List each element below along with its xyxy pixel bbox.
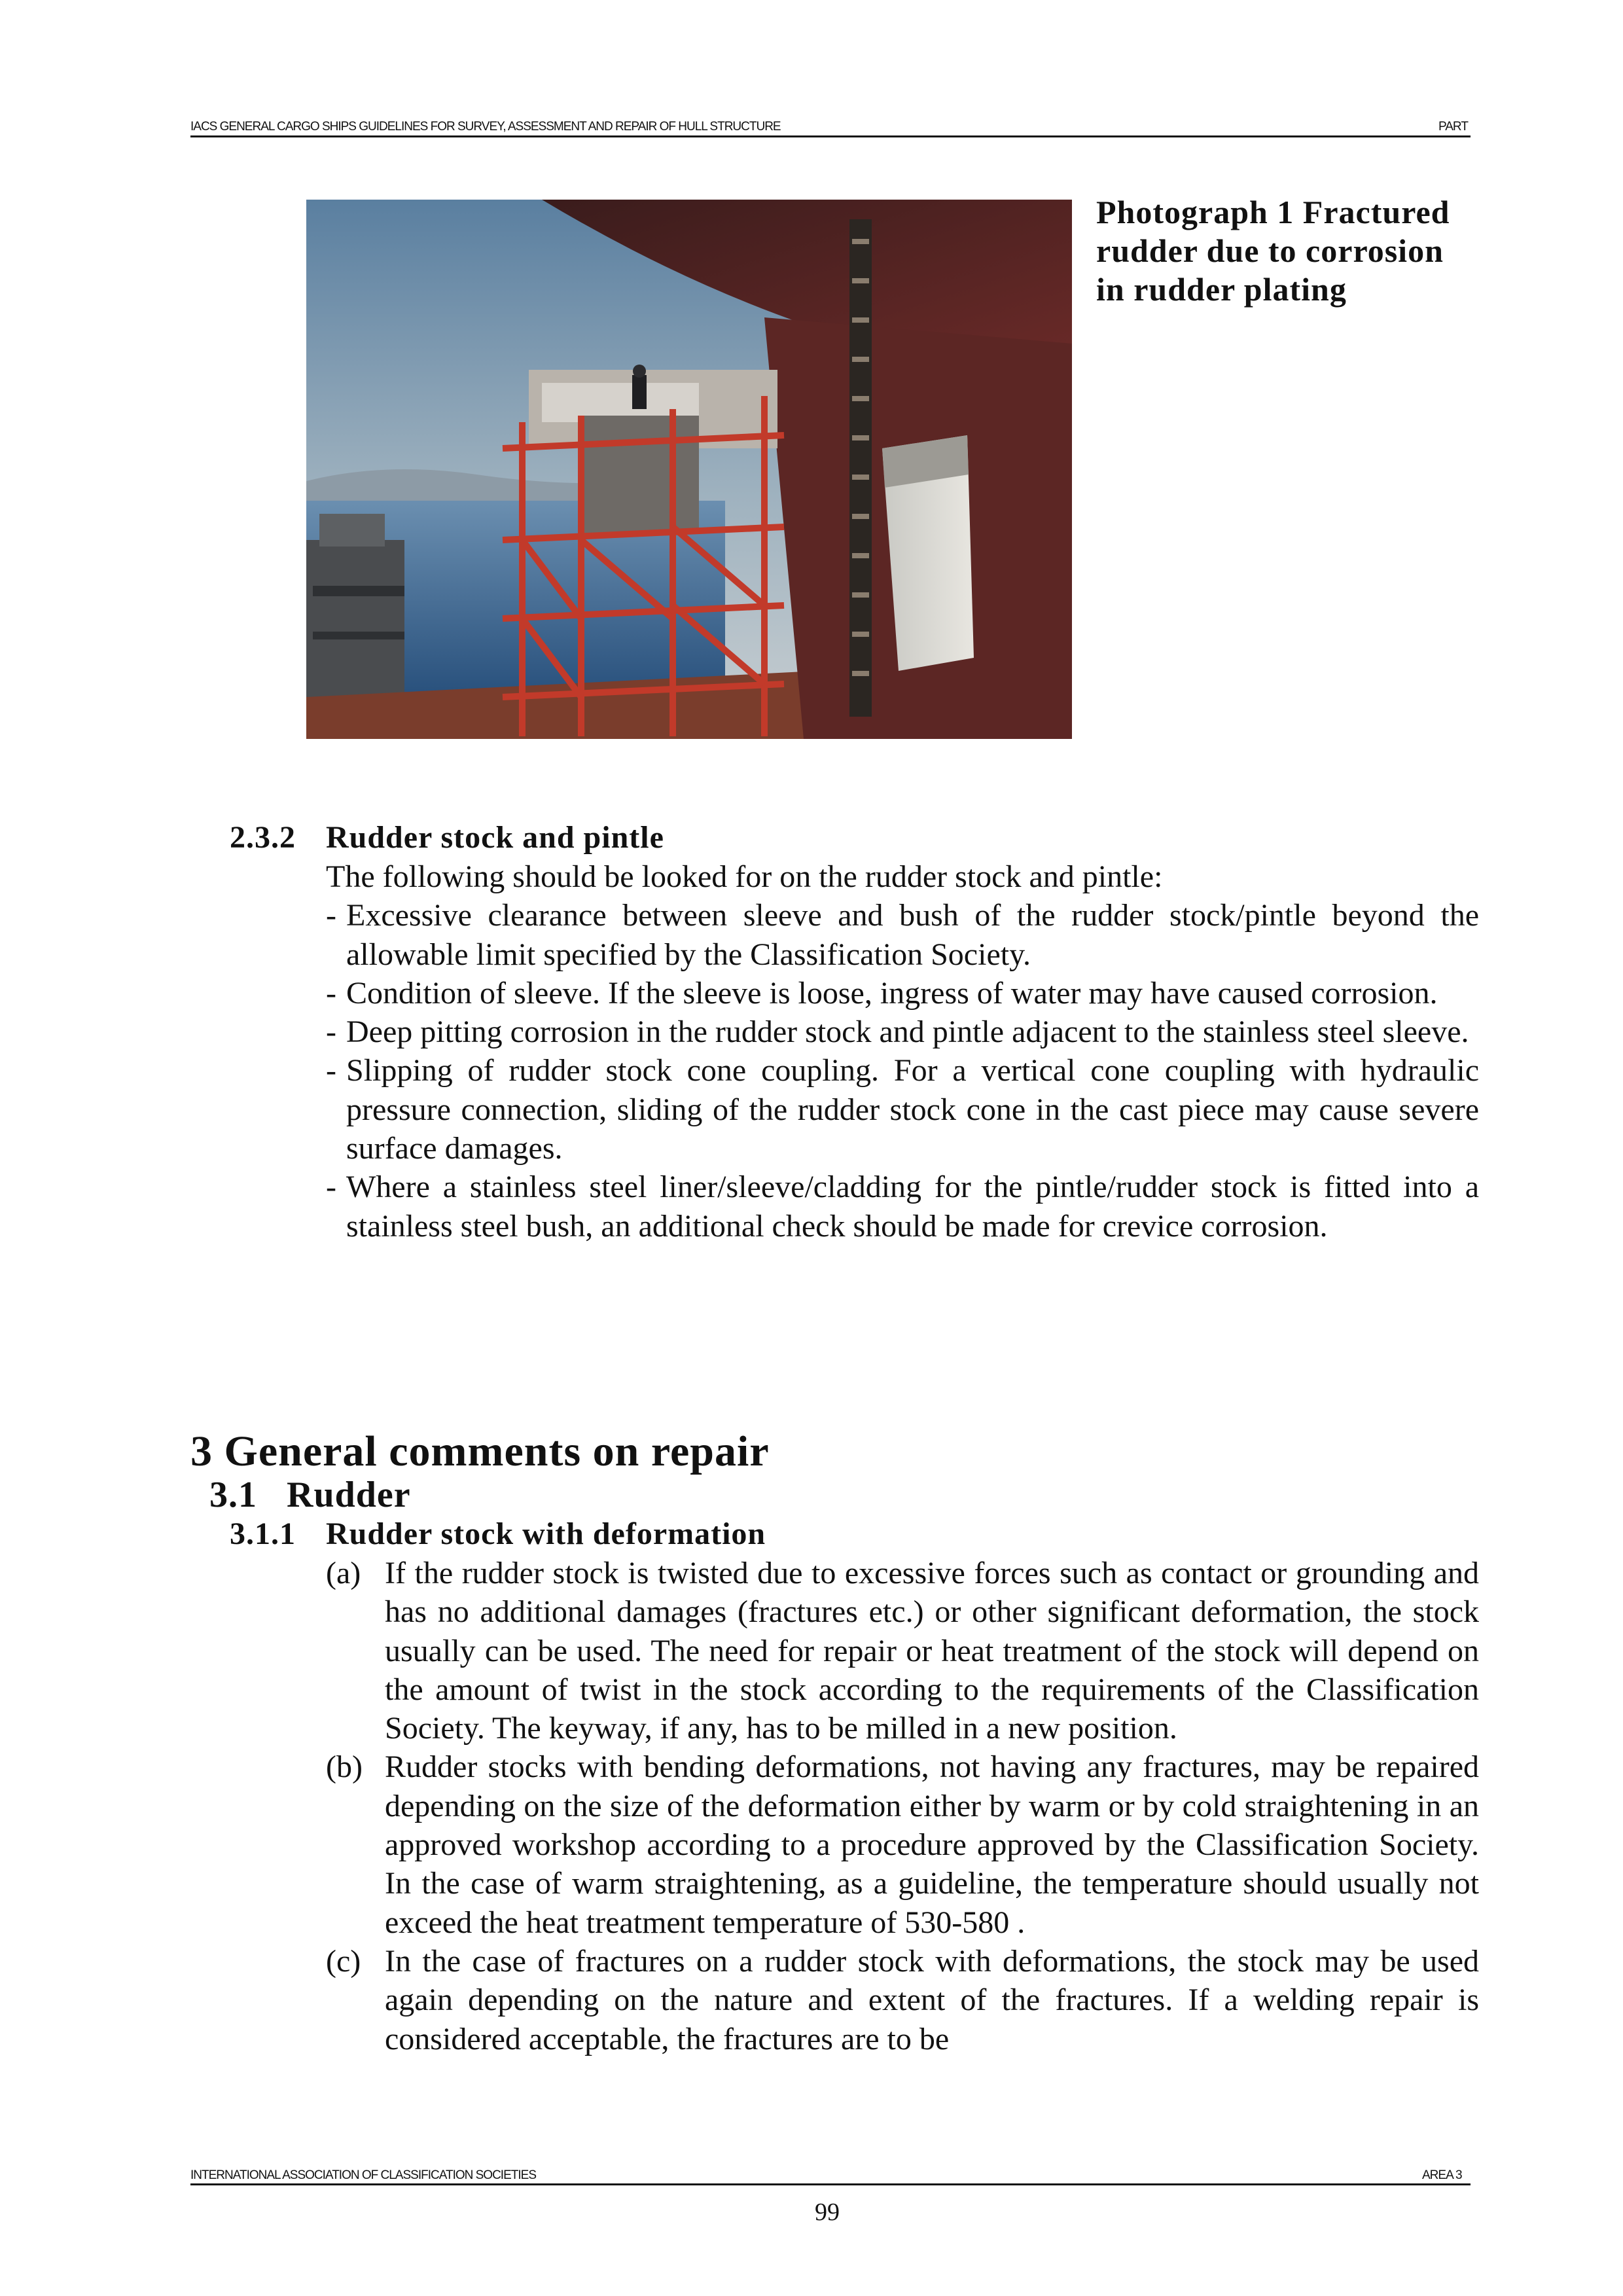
list-item: - Deep pitting corrosion in the rudder stock and pintle adjacent to the stainless steel sleeve.	[326, 1013, 1479, 1051]
section-title-3-1-1: Rudder stock with deformation	[326, 1516, 766, 1551]
header-rule	[190, 135, 1471, 137]
list-item	[326, 1748, 1479, 1941]
item-text: Rudder stocks with bending deformations, not having any fractures, may be repaired depending on the size of the deformation either by warm or by cold straightening in an approved workshop according to a procedure approved by the Classification Society. In the case of warm straightening, as a guideline, the temperature should usually not exceed the heat treatment temperature of 530-580 .	[385, 1749, 1479, 1940]
footer-area: AREA 3	[1422, 2168, 1462, 2182]
footer-organisation: INTERNATIONAL ASSOCIATION OF CLASSIFICATION SOCIETIES	[190, 2168, 536, 2182]
running-header-part: PART	[1438, 120, 1468, 134]
bullet-text: Deep pitting corrosion in the rudder stock and pintle adjacent to the stainless steel sleeve.	[346, 1014, 1469, 1050]
intro-paragraph: The following should be looked for on the rudder stock and pintle:	[326, 859, 1163, 894]
list-item	[326, 1554, 1479, 1748]
item-text: If the rudder stock is twisted due to excessive forces such as contact or grounding and has no additional damages (fractures etc.) or other significant deformation, the stock usually can be used. The need for repair or heat treatment of the stock will depend on the amount of twist in the stock according to the requirements of the Classification Society. The keyway, if any, has to be milled in a new position.	[385, 1556, 1479, 1746]
footer-rule	[190, 2183, 1471, 2185]
page-number: 99	[815, 2198, 840, 2226]
bullet-text: Excessive clearance between sleeve and bush of the rudder stock/pintle beyond the allowable limit specified by the Classification Society.	[346, 898, 1479, 972]
photo-caption: Photograph 1 Fractured rudder due to corrosion in rudder plating	[1096, 194, 1450, 308]
section-number-3-1-1: 3.1.1	[230, 1516, 296, 1551]
chapter-heading: 3 General comments on repair	[190, 1427, 770, 1475]
running-header-title: IACS GENERAL CARGO SHIPS GUIDELINES FOR SURVEY, ASSESSMENT AND REPAIR OF HULL STRUCTURE	[190, 120, 781, 134]
bullet-text: Condition of sleeve. If the sleeve is loose, ingress of water may have caused corrosion.	[346, 975, 1438, 1011]
item-label: (c)	[326, 1943, 361, 1979]
section-title-2-3-2: Rudder stock and pintle	[326, 820, 664, 855]
list-item: - Where a stainless steel liner/sleeve/cladding for the pintle/rudder stock is fitted into a stainless steel bush, an additional check should be made for crevice corrosion.	[326, 1168, 1479, 1246]
list-item: - Slipping of rudder stock cone coupling. For a vertical cone coupling with hydraulic pressure connection, sliding of the rudder stock cone in the cast piece may cause severe surface damages.	[326, 1051, 1479, 1168]
section-body-2-3-2	[326, 857, 1479, 1246]
item-text: In the case of fractures on a rudder stock with deformations, the stock may be used again depending on the nature and extent of the fractures. If a welding repair is considered acceptable, the fractures are to be	[385, 1943, 1479, 2056]
item-label: (b)	[326, 1749, 363, 1785]
subsection-title-3-1: Rudder	[287, 1475, 411, 1515]
subsection-number-3-1: 3.1	[209, 1475, 257, 1515]
rudder-photo-image	[306, 200, 1072, 739]
list-item	[326, 1942, 1479, 2058]
list-item: - Excessive clearance between sleeve and bush of the rudder stock/pintle beyond the allowable limit specified by the Classification Society.	[326, 896, 1479, 974]
section-body-3-1-1	[326, 1554, 1479, 2058]
section-number-2-3-2: 2.3.2	[230, 820, 296, 855]
photograph	[306, 200, 1072, 739]
bullet-text: Where a stainless steel liner/sleeve/cladding for the pintle/rudder stock is fitted into a stainless steel bush, an additional check should be made for crevice corrosion.	[346, 1170, 1479, 1244]
list-item: - Condition of sleeve. If the sleeve is loose, ingress of water may have caused corrosion.	[326, 974, 1479, 1013]
item-label: (a)	[326, 1556, 361, 1590]
bullet-text: Slipping of rudder stock cone coupling. For a vertical cone coupling with hydraulic pressure connection, sliding of the rudder stock cone in the cast piece may cause severe surface damages.	[346, 1053, 1479, 1166]
